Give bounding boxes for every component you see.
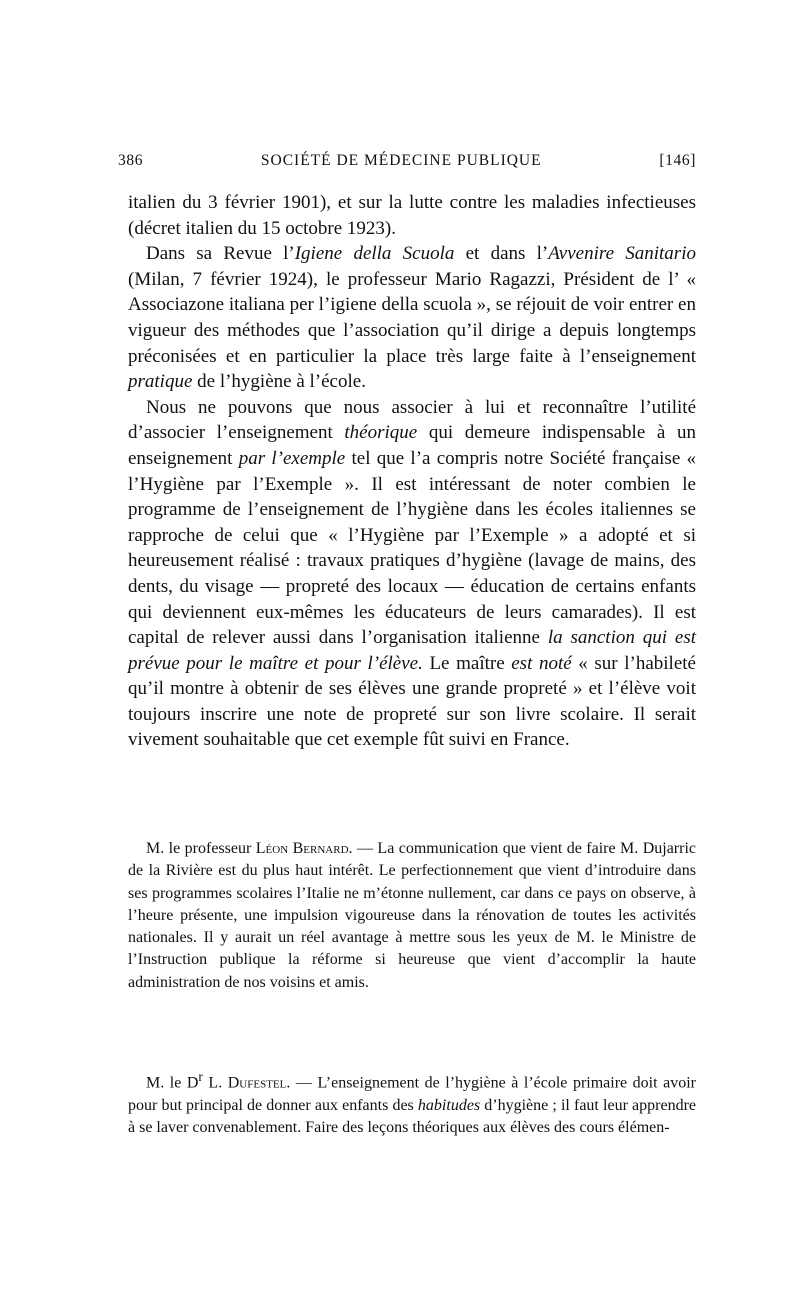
text-run: Le maître xyxy=(422,652,512,674)
journal-title: Igiene della Scuola xyxy=(294,243,455,265)
page-number: 386 xyxy=(118,152,144,169)
emphasis: pratique xyxy=(128,371,193,393)
text-run: tel que l’a compris notre Société française « l’Hygiène par l’Exemple ». Il est intéressant de noter combien le programme de l’enseignement de l’hygiène dans les écoles italiennes se rapproche de celui que « l’Hygiène par l’Exemple » a adopté et si heureusement réalisé : travaux pratiques d’hygiène (lavage de mains, des dents, du visage — propreté des locaux — éducation de certains enfants qui deviennent eux-mêmes les éducateurs de leurs camarades). Il est capital de relever aussi dans l’organisation italienne xyxy=(128,447,697,649)
paragraph-1: italien du 3 février 1901), et sur la lutte contre les maladies infectieuses (décret italien du 15 octobre 1923). xyxy=(128,192,696,239)
emphasis: théorique xyxy=(344,422,418,444)
emphasis: la sanction qui est prévue pour le maître et pour l’élève. xyxy=(128,627,696,674)
text-run: qui demeure indispensable à un enseignement xyxy=(128,422,696,469)
paragraph-2 xyxy=(128,241,696,395)
comment-paragraph xyxy=(128,838,696,994)
emphasis: habitudes xyxy=(417,1096,481,1114)
text-run: et dans l’ xyxy=(454,243,549,265)
emphasis: est noté xyxy=(511,652,572,674)
comment-text: . — La communication que vient de faire M. Dujarric de la Rivière est du plus haut intérêt. Le perfectionnement que vient d’introduire dans ses programmes scolaires l’Italie ne m’étonne nullement, car dans ce pays on observe, à l’heure présente, une impulsion vigoureuse dans la rénovation de toutes les activités nationales. Il y aurait un réel avantage à mettre sous les yeux de M. le Ministre de l’Instruction publique la réforme si heureuse que vient d’accomplir la haute administration de nos voisins et amis. xyxy=(128,840,697,991)
text-run: de l’hygiène à l’école. xyxy=(192,371,366,393)
folio-number: [146] xyxy=(659,152,696,169)
speaker-prefix: M. le D xyxy=(146,1074,199,1092)
emphasis: par l’exemple xyxy=(238,447,346,469)
comment-text: d’hygiène ; il faut leur apprendre à se laver convenablement. Faire des leçons théoriques aux élèves des cours élémen- xyxy=(128,1096,696,1136)
text-run: Nous ne pouvons que nous associer à lui et reconnaître l’utilité d’associer l’enseignement xyxy=(128,396,696,444)
speaker-name: Léon Bernard xyxy=(255,840,349,857)
comment-paragraph xyxy=(128,1066,696,1139)
title-superscript: r xyxy=(198,1069,203,1084)
paragraph-3 xyxy=(128,395,696,753)
discussion-bernard xyxy=(128,838,696,994)
text-run: (Milan, 7 février 1924), le professeur Mario Ragazzi, Président de l’ « Associazone italiana per l’igiene della scuola », se réjouit de voir entrer en vigueur des méthodes que l’association qu’il dirige a depuis longtemps préconisées et en particulier la place très large faite à l’enseignement xyxy=(128,268,696,367)
journal-title: Avvenire Sanitario xyxy=(548,243,696,265)
running-title: SOCIÉTÉ DE MÉDECINE PUBLIQUE xyxy=(260,152,542,169)
discussion-dufestel xyxy=(128,1066,696,1139)
main-text xyxy=(128,190,696,753)
running-header xyxy=(118,152,696,170)
text-run: « sur l’habileté qu’il montre à obtenir de ses élèves une grande propreté » et l’élève voit toujours inscrire une note de propreté sur son livre scolaire. Il serait vivement souhaitable que cet exemple fût suivi en France. xyxy=(128,652,696,751)
speaker-name: Dufestel xyxy=(227,1074,287,1092)
speaker-initial: L. xyxy=(202,1074,228,1092)
text-run: Dans sa Revue l’ xyxy=(146,243,295,265)
speaker-prefix: M. le professeur xyxy=(146,840,256,857)
comment-text: . — L’enseignement de l’hygiène à l’école primaire doit avoir pour but principal de donner aux enfants des xyxy=(128,1074,696,1114)
